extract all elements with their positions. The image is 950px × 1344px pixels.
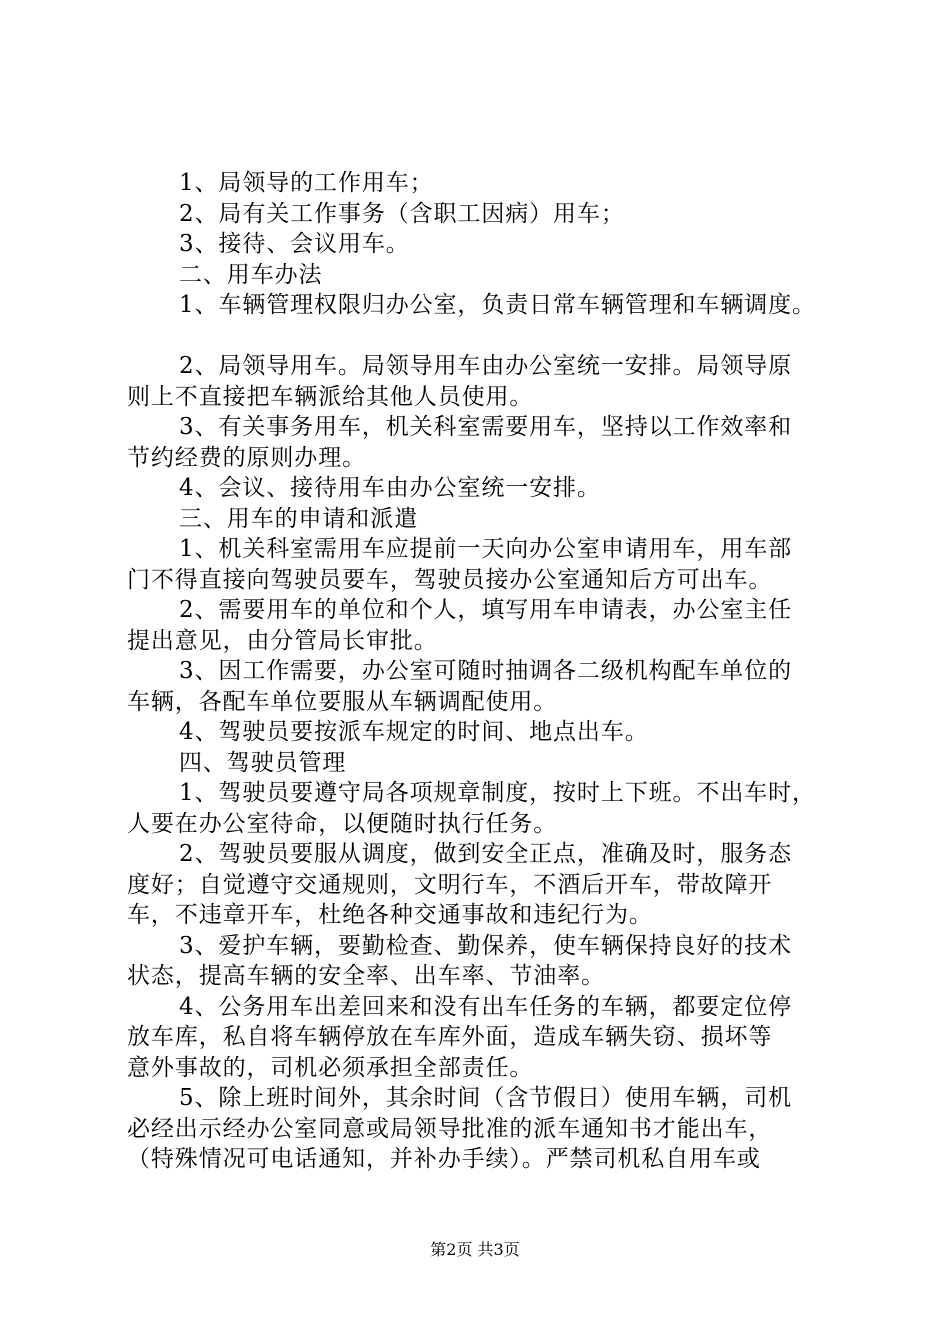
paragraph-line: 1、驾驶员要遵守局各项规章制度，按时上下班。不出车时， [179,780,816,806]
paragraph-line: 3、因工作需要，办公室可随时抽调各二级机构配车单位的 [179,658,793,684]
section-heading: 二、用车办法 [179,261,323,288]
paragraph-line: （特殊情况可电话通知，并补办手续）。严禁司机私自用车或 [127,1146,761,1172]
paragraph-line: 3、接待、会议用车。 [179,231,410,257]
paragraph-line: 3、有关事务用车，机关科室需要用车，坚持以工作效率和 [179,414,793,440]
paragraph-line: 车，不违章开车，杜绝各种交通事故和违纪行为。 [127,902,653,928]
document-body [127,168,833,1175]
paragraph-line: 人要在办公室待命，以便随时执行任务。 [127,810,558,837]
paragraph-line: 必经出示经办公室同意或局领导批准的派车通知书才能出车， [127,1115,773,1142]
page-number-footer: 第2页 共3页 [430,1240,520,1259]
section-heading: 三、用车的申请和派遣 [179,505,418,532]
paragraph-line: 5、除上班时间外，其余时间（含节假日）使用车辆，司机 [179,1085,793,1111]
paragraph-line: 4、会议、接待用车由办公室统一安排。 [179,475,601,501]
paragraph-line: 2、局领导用车。局领导用车由办公室统一安排。局领导原 [179,353,793,379]
section-heading: 四、驾驶员管理 [179,749,347,776]
blank-line [127,321,833,352]
paragraph-line: 门不得直接向驾驶员要车，驾驶员接办公室通知后方可出车。 [127,566,773,593]
paragraph-line: 1、机关科室需用车应提前一天向办公室申请用车，用车部 [179,536,793,562]
paragraph-line: 放车库，私自将车辆停放在车库外面，造成车辆失窃、损坏等 [127,1024,773,1050]
paragraph-line: 意外事故的，司机必须承担全部责任。 [127,1054,534,1081]
paragraph-line: 1、车辆管理权限归办公室，负责日常车辆管理和车辆调度。 [179,292,816,318]
paragraph-line: 车辆，各配车单位要服从车辆调配使用。 [127,688,558,715]
paragraph-line: 度好；自觉遵守交通规则，文明行车，不酒后开车，带故障开 [127,871,773,898]
paragraph-line: 节约经费的原则办理。 [127,444,366,471]
paragraph-line: 提出意见，由分管局长审批。 [127,627,438,654]
paragraph-line: 2、需要用车的单位和个人，填写用车申请表，办公室主任 [179,597,793,623]
paragraph-line: 4、驾驶员要按派车规定的时间、地点出车。 [179,719,649,745]
paragraph-line: 则上不直接把车辆派给其他人员使用。 [127,383,534,410]
paragraph-line: 2、局有关工作事务（含职工因病）用车； [179,200,625,227]
paragraph-line: 2、驾驶员要服从调度，做到安全正点，准确及时，服务态 [179,841,793,867]
paragraph-line: 4、公务用车出差回来和没有出车任务的车辆，都要定位停 [179,993,793,1020]
paragraph-line: 状态，提高车辆的安全率、出车率、节油率。 [127,963,605,989]
paragraph-line: 3、爱护车辆，要勤检查、勤保养，使车辆保持良好的技术 [179,932,793,959]
paragraph-line: 1、局领导的工作用车； [179,170,434,196]
